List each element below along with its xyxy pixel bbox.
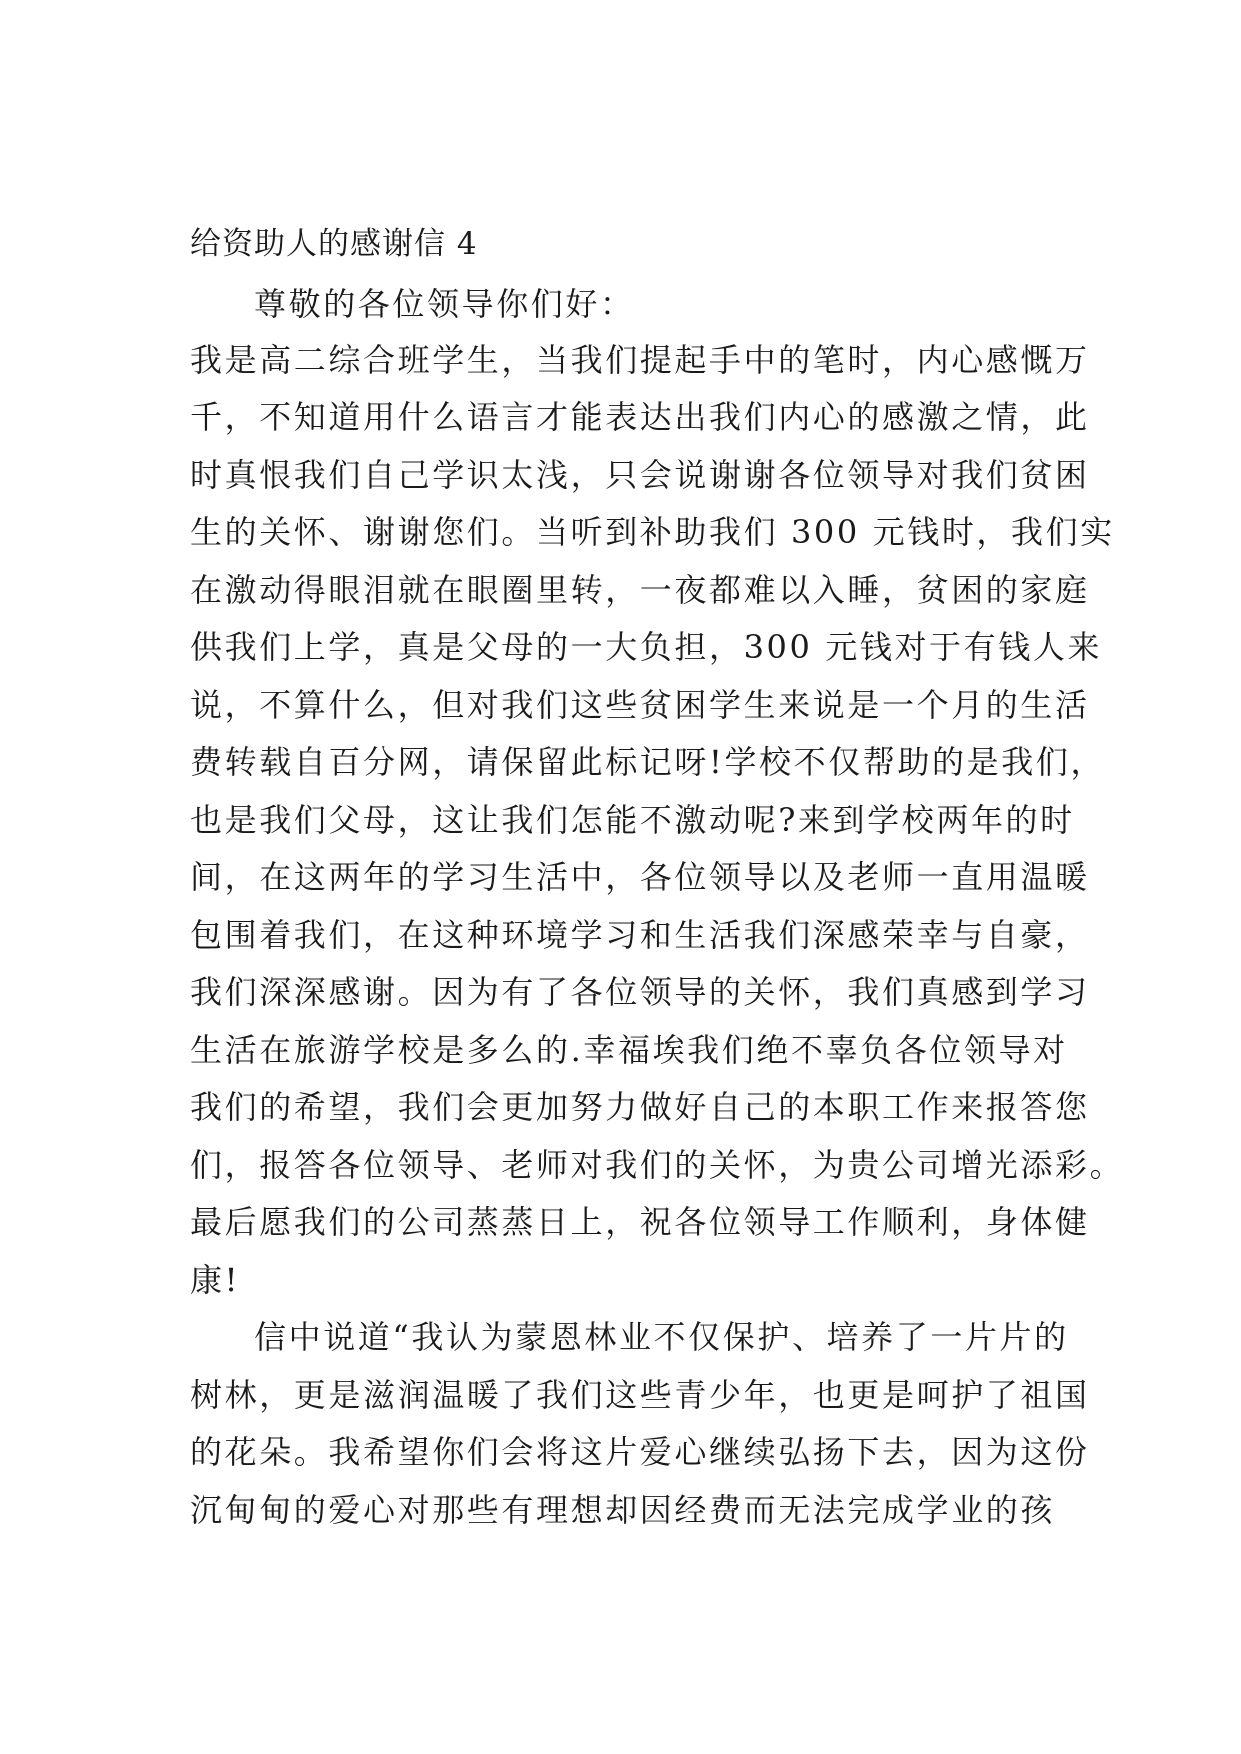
body-line: 康! [190,1261,241,1299]
paragraph-line: 树林，更是滋润温暖了我们这些青少年，也更是呵护了祖国 [190,1376,1090,1414]
body-line: 生活在旅游学校是多么的.幸福埃我们绝不辜负各位领导对 [190,1031,1068,1069]
document-title: 给资助人的感谢信 4 [190,226,478,262]
body-line: 生的关怀、谢谢您们。当听到补助我们 300 元钱时，我们实 [190,513,1115,551]
body-line: 们，报答各位领导、老师对我们的关怀，为贵公司增光添彩。 [190,1146,1125,1184]
body-line: 我们的希望，我们会更加努力做好自己的本职工作来报答您 [190,1088,1090,1126]
body-line: 费转载自百分网，请保留此标记呀!学校不仅帮助的是我们， [190,743,1106,781]
body-line: 千，不知道用什么语言才能表达出我们内心的感激之情，此 [190,398,1090,436]
body-line: 我是高二综合班学生，当我们提起手中的笔时，内心感慨万 [190,341,1090,379]
paragraph-line: 信中说道“我认为蒙恩林业不仅保护、培养了一片片的 [254,1318,1069,1356]
body-line: 在激动得眼泪就在眼圈里转，一夜都难以入睡，贫困的家庭 [190,571,1090,609]
body-line: 我们深深感谢。因为有了各位领导的关怀，我们真感到学习 [190,973,1090,1011]
paragraph-line: 的花朵。我希望你们会将这片爱心继续弘扬下去，因为这份 [190,1433,1090,1471]
body-line: 最后愿我们的公司蒸蒸日上，祝各位领导工作顺利，身体健 [190,1203,1090,1241]
body-line: 时真恨我们自己学识太浅，只会说谢谢各位领导对我们贫困 [190,456,1090,494]
body-line: 包围着我们，在这种环境学习和生活我们深感荣幸与自豪， [190,916,1090,954]
paragraph-line: 沉甸甸的爱心对那些有理想却因经费而无法完成学业的孩 [190,1491,1056,1529]
salutation: 尊敬的各位领导你们好： [254,285,635,323]
body-line: 间，在这两年的学习生活中，各位领导以及老师一直用温暖 [190,858,1090,896]
body-line: 也是我们父母，这让我们怎能不激动呢?来到学校两年的时 [190,801,1075,839]
body-line: 供我们上学，真是父母的一大负担，300 元钱对于有钱人来 [190,628,1103,666]
body-line: 说，不算什么，但对我们这些贫困学生来说是一个月的生活 [190,686,1090,724]
